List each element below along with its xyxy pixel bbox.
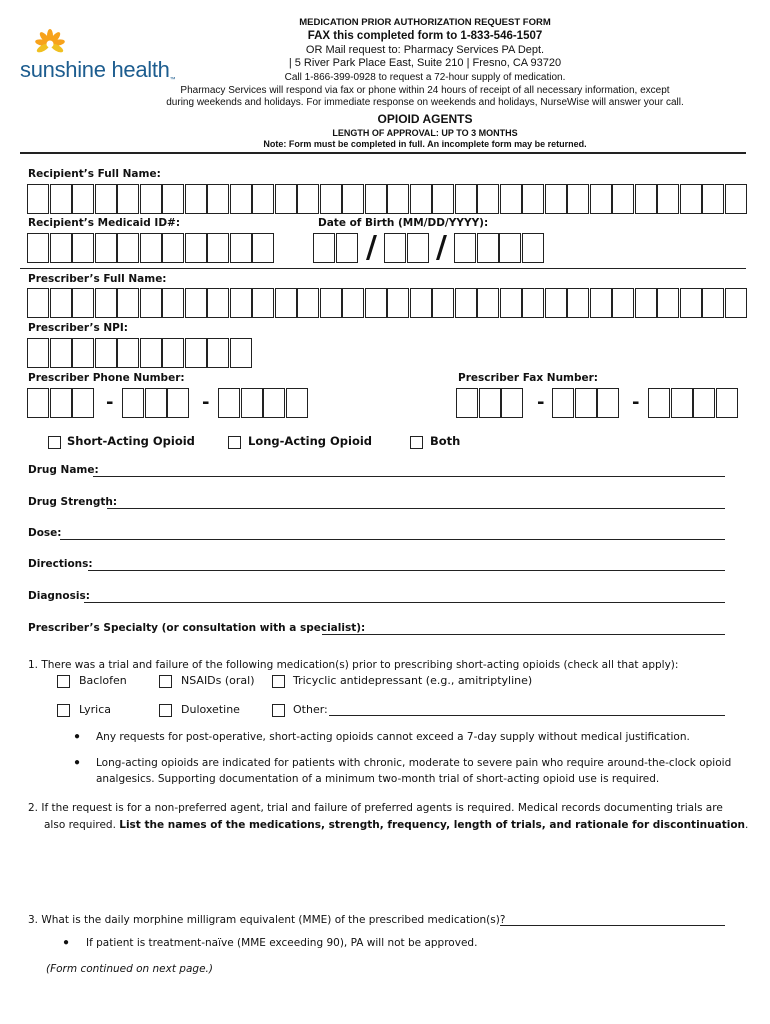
short-acting-label: Short-Acting Opioid (67, 434, 195, 448)
entry-box[interactable] (140, 233, 162, 263)
section-divider (20, 268, 746, 269)
entry-box[interactable] (207, 184, 229, 214)
both-label: Both (430, 434, 461, 448)
entry-box[interactable] (545, 288, 567, 318)
duloxetine-label: Duloxetine (181, 703, 240, 716)
entry-box[interactable] (501, 388, 523, 418)
entry-box[interactable] (671, 388, 693, 418)
phone-prefix-boxes[interactable] (122, 388, 190, 420)
drug-name-label: Drug Name: (28, 464, 99, 476)
form-title: MEDICATION PRIOR AUTHORIZATION REQUEST FORM (299, 17, 551, 28)
entry-box[interactable] (230, 184, 252, 214)
phone-line-boxes[interactable] (218, 388, 308, 420)
both-checkbox[interactable] (410, 436, 423, 449)
fax-prefix-boxes[interactable] (552, 388, 620, 420)
entry-box[interactable] (218, 388, 240, 418)
entry-box[interactable] (612, 288, 634, 318)
entry-box[interactable] (185, 184, 207, 214)
entry-box[interactable] (145, 388, 167, 418)
entry-box[interactable] (567, 288, 589, 318)
nsaids-label: NSAIDs (oral) (181, 674, 255, 687)
mail-address: | 5 River Park Place East, Suite 210 | Fresno, CA 93720 (288, 57, 562, 69)
entry-box[interactable] (50, 288, 72, 318)
entry-box[interactable] (387, 184, 409, 214)
tricyclic-label: Tricyclic antidepressant (e.g., amitriptyline) (293, 674, 533, 687)
dob-label: Date of Birth (MM/DD/YYYY): (318, 217, 489, 229)
entry-box[interactable] (545, 184, 567, 214)
baclofen-checkbox[interactable] (57, 675, 70, 688)
entry-box[interactable] (207, 233, 229, 263)
entry-box[interactable] (117, 184, 139, 214)
entry-box[interactable] (207, 338, 229, 368)
npi-label: Prescriber’s NPI: (28, 322, 128, 334)
entry-box[interactable] (680, 288, 702, 318)
entry-box[interactable] (635, 288, 657, 318)
entry-box[interactable] (455, 288, 477, 318)
prescriber-name-boxes[interactable] (27, 288, 747, 320)
bullet-icon: ● (74, 731, 81, 742)
entry-box[interactable] (241, 388, 263, 418)
entry-box[interactable] (320, 184, 342, 214)
entry-box[interactable] (95, 338, 117, 368)
short-acting-checkbox[interactable] (48, 436, 61, 449)
phone-area-boxes[interactable] (27, 388, 95, 420)
entry-box[interactable] (365, 184, 387, 214)
entry-box[interactable] (342, 184, 364, 214)
entry-box[interactable] (567, 184, 589, 214)
entry-box[interactable] (50, 184, 72, 214)
entry-box[interactable] (455, 184, 477, 214)
entry-box[interactable] (95, 288, 117, 318)
entry-box[interactable] (286, 388, 308, 418)
entry-box[interactable] (252, 233, 274, 263)
entry-box[interactable] (454, 233, 476, 263)
entry-box[interactable] (72, 233, 94, 263)
long-acting-label: Long-Acting Opioid (248, 434, 373, 448)
recipient-name-boxes[interactable] (27, 184, 747, 216)
entry-box[interactable] (117, 233, 139, 263)
entry-box[interactable] (122, 388, 144, 418)
question-2-text: 2. If the request is for a non-preferred agent, trial and failure of preferred agents is required. Medical records documenting trials are (28, 802, 723, 814)
long-acting-checkbox[interactable] (228, 436, 241, 449)
entry-box[interactable] (275, 184, 297, 214)
phone-separator: - (106, 392, 114, 413)
baclofen-label: Baclofen (79, 674, 127, 687)
entry-box[interactable] (716, 388, 738, 418)
entry-box[interactable] (27, 338, 49, 368)
logo-wordmark: sunshine health™ (20, 57, 176, 83)
entry-box[interactable] (432, 288, 454, 318)
entry-box[interactable] (252, 184, 274, 214)
dob-day-boxes[interactable] (384, 233, 429, 265)
entry-box[interactable] (313, 233, 335, 263)
entry-box[interactable] (162, 338, 184, 368)
question-3-text: 3. What is the daily morphine milligram equivalent (MME) of the prescribed medication(s)? (28, 914, 506, 926)
entry-box[interactable] (27, 233, 49, 263)
medicaid-id-label: Recipient’s Medicaid ID#: (28, 217, 181, 229)
response-note-1: Pharmacy Services will respond via fax or phone within 24 hours of receipt of all necessary information, except (180, 85, 670, 96)
entry-box[interactable] (185, 288, 207, 318)
entry-box[interactable] (230, 288, 252, 318)
bullet-icon: ● (63, 937, 70, 948)
entry-box[interactable] (387, 288, 409, 318)
entry-box[interactable] (297, 184, 319, 214)
entry-box[interactable] (657, 288, 679, 318)
entry-box[interactable] (522, 288, 544, 318)
directions-label: Directions: (28, 558, 93, 570)
drug-class-title: OPIOID AGENTS (377, 112, 473, 126)
entry-box[interactable] (263, 388, 285, 418)
entry-box[interactable] (522, 233, 544, 263)
entry-box[interactable] (477, 288, 499, 318)
entry-box[interactable] (477, 233, 499, 263)
dob-separator: / (436, 230, 447, 265)
entry-box[interactable] (725, 288, 747, 318)
directions-field[interactable] (88, 570, 725, 571)
entry-box[interactable] (336, 233, 358, 263)
entry-box[interactable] (117, 288, 139, 318)
entry-box[interactable] (140, 184, 162, 214)
response-note-2: during weekends and holidays. For immediate response on weekends and holidays, NurseWise will answer your call. (166, 97, 684, 108)
form-note: Note: Form must be completed in full. An incomplete form may be returned. (263, 139, 587, 149)
entry-box[interactable] (207, 288, 229, 318)
approval-length: LENGTH OF APPROVAL: UP TO 3 MONTHS (332, 128, 518, 138)
entry-box[interactable] (657, 184, 679, 214)
dob-separator: / (366, 230, 377, 265)
other-label: Other: (293, 703, 328, 716)
entry-box[interactable] (140, 338, 162, 368)
prescriber-name-label: Prescriber’s Full Name: (28, 273, 167, 285)
entry-box[interactable] (410, 288, 432, 318)
entry-box[interactable] (612, 184, 634, 214)
entry-box[interactable] (297, 288, 319, 318)
entry-box[interactable] (590, 184, 612, 214)
entry-box[interactable] (456, 388, 478, 418)
entry-box[interactable] (384, 233, 406, 263)
phone-separator: - (202, 392, 210, 413)
diagnosis-label: Diagnosis: (28, 590, 90, 602)
dob-month-boxes[interactable] (313, 233, 358, 265)
entry-box[interactable] (95, 233, 117, 263)
entry-box[interactable] (162, 288, 184, 318)
q1-bullet-1: Any requests for post-operative, short-acting opioids cannot exceed a 7-day supply without medical justification. (96, 731, 690, 743)
mme-field[interactable] (500, 925, 725, 926)
fax-area-boxes[interactable] (456, 388, 524, 420)
lyrica-label: Lyrica (79, 703, 111, 716)
question-2-text-cont: also required. List the names of the medications, strength, frequency, length of trials, and rationale for discontinuation. (44, 819, 749, 831)
other-field[interactable] (329, 715, 725, 716)
q1-bullet-2a: Long-acting opioids are indicated for patients with chronic, moderate to severe pain who require around-the-clock opioid (96, 757, 732, 769)
entry-box[interactable] (167, 388, 189, 418)
entry-box[interactable] (725, 184, 747, 214)
entry-box[interactable] (27, 388, 49, 418)
bullet-icon: ● (74, 757, 81, 768)
continued-note: (Form continued on next page.) (46, 963, 213, 975)
call-instruction: Call 1-866-399-0928 to request a 72-hour supply of medication. (284, 72, 566, 83)
dob-year-boxes[interactable] (454, 233, 544, 265)
entry-box[interactable] (117, 338, 139, 368)
entry-box[interactable] (140, 288, 162, 318)
entry-box[interactable] (50, 388, 72, 418)
drug-strength-label: Drug Strength: (28, 496, 118, 508)
entry-box[interactable] (185, 338, 207, 368)
entry-box[interactable] (635, 184, 657, 214)
entry-box[interactable] (477, 184, 499, 214)
entry-box[interactable] (702, 184, 724, 214)
entry-box[interactable] (230, 233, 252, 263)
tricyclic-checkbox[interactable] (272, 675, 285, 688)
diagnosis-field[interactable] (84, 602, 725, 603)
entry-box[interactable] (597, 388, 619, 418)
entry-box[interactable] (27, 184, 49, 214)
entry-box[interactable] (590, 288, 612, 318)
entry-box[interactable] (648, 388, 670, 418)
entry-box[interactable] (72, 338, 94, 368)
entry-box[interactable] (479, 388, 501, 418)
mail-instruction: OR Mail request to: Pharmacy Services PA Dept. (305, 44, 545, 56)
entry-box[interactable] (27, 288, 49, 318)
entry-box[interactable] (162, 233, 184, 263)
q1-bullet-2b: analgesics. Supporting documentation of a minimum two-month trial of short-acting opioid use is required. (96, 773, 660, 785)
fax-separator: - (537, 392, 545, 413)
entry-box[interactable] (342, 288, 364, 318)
entry-box[interactable] (185, 233, 207, 263)
entry-box[interactable] (499, 233, 521, 263)
nsaids-checkbox[interactable] (159, 675, 172, 688)
fax-separator: - (632, 392, 640, 413)
fax-line-boxes[interactable] (648, 388, 738, 420)
recipient-name-label: Recipient’s Full Name: (28, 168, 161, 180)
entry-box[interactable] (95, 184, 117, 214)
medicaid-id-boxes[interactable] (27, 233, 275, 265)
lyrica-checkbox[interactable] (57, 704, 70, 717)
entry-box[interactable] (432, 184, 454, 214)
entry-box[interactable] (72, 388, 94, 418)
entry-box[interactable] (162, 184, 184, 214)
phone-label: Prescriber Phone Number: (28, 372, 185, 384)
entry-box[interactable] (702, 288, 724, 318)
header-divider (20, 152, 746, 154)
entry-box[interactable] (72, 184, 94, 214)
entry-box[interactable] (72, 288, 94, 318)
entry-box[interactable] (320, 288, 342, 318)
entry-box[interactable] (500, 288, 522, 318)
drug-name-field[interactable] (93, 476, 725, 477)
duloxetine-checkbox[interactable] (159, 704, 172, 717)
dose-field[interactable] (60, 539, 725, 540)
entry-box[interactable] (693, 388, 715, 418)
specialty-field[interactable] (322, 634, 725, 635)
specialty-label: Prescriber’s Specialty (or consultation with a specialist): (28, 622, 366, 634)
entry-box[interactable] (365, 288, 387, 318)
drug-strength-field[interactable] (107, 508, 725, 509)
entry-box[interactable] (500, 184, 522, 214)
q3-bullet: If patient is treatment-naïve (MME exceeding 90), PA will not be approved. (86, 937, 478, 949)
entry-box[interactable] (252, 288, 274, 318)
dose-label: Dose: (28, 527, 62, 539)
entry-box[interactable] (410, 184, 432, 214)
entry-box[interactable] (275, 288, 297, 318)
other-checkbox[interactable] (272, 704, 285, 717)
fax-instruction: FAX this completed form to 1-833-546-1507 (307, 30, 543, 42)
entry-box[interactable] (230, 338, 252, 368)
npi-boxes[interactable] (27, 338, 252, 370)
entry-box[interactable] (680, 184, 702, 214)
entry-box[interactable] (50, 233, 72, 263)
entry-box[interactable] (552, 388, 574, 418)
entry-box[interactable] (50, 338, 72, 368)
entry-box[interactable] (407, 233, 429, 263)
fax-label: Prescriber Fax Number: (458, 372, 599, 384)
entry-box[interactable] (575, 388, 597, 418)
entry-box[interactable] (522, 184, 544, 214)
question-1-text: 1. There was a trial and failure of the following medication(s) prior to prescribing short-acting opioids (check all that apply): (28, 659, 679, 671)
